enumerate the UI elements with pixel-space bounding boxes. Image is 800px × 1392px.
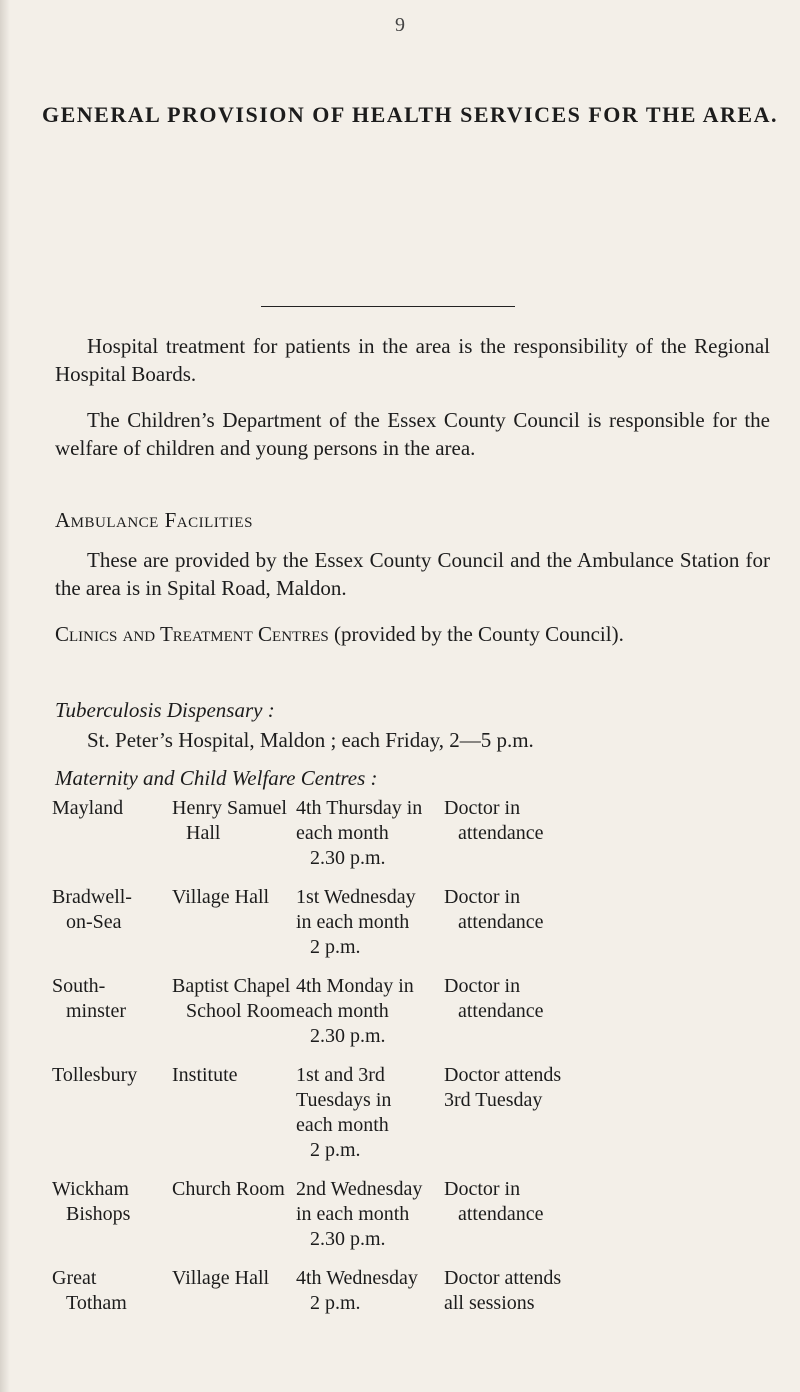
centre-schedule-line: Tuesdays in <box>296 1089 392 1111</box>
centre-place-line: Mayland <box>52 797 124 819</box>
centre-venue <box>172 796 296 885</box>
page-title: GENERAL PROVISION OF HEALTH SERVICES FOR THE AREA. <box>41 102 778 127</box>
centre-venue-line: School Room <box>186 1000 296 1022</box>
centre-schedule-line: each month <box>296 1000 389 1022</box>
maternity-heading: Maternity and Child Welfare Centres : <box>55 766 378 790</box>
centre-doctor-line: Doctor in <box>444 886 521 908</box>
centre-place-line: Bradwell- <box>52 886 132 908</box>
centre-doctor <box>436 885 594 974</box>
page-edge-shadow <box>0 0 10 1392</box>
centre-place <box>52 1177 172 1266</box>
centre-place <box>52 1063 172 1177</box>
centre-venue <box>172 885 296 974</box>
centre-place-line: on-Sea <box>66 911 122 933</box>
centre-doctor-line: Doctor attends <box>444 1267 562 1289</box>
centre-doctor <box>436 796 594 885</box>
centre-schedule-line: 2 p.m. <box>310 1292 361 1314</box>
clinics-paragraph <box>55 620 770 648</box>
centre-schedule-line: 1st and 3rd <box>296 1064 385 1086</box>
centre-place-line: South- <box>52 975 106 997</box>
centre-doctor-line: Doctor attends <box>444 1064 562 1086</box>
centre-doctor-line: attendance <box>458 822 544 844</box>
centre-doctor-line: Doctor in <box>444 1178 521 1200</box>
centre-doctor <box>436 1177 594 1266</box>
centre-place-line: Totham <box>66 1292 127 1314</box>
centre-schedule-line: 2.30 p.m. <box>310 847 386 869</box>
centre-venue-line: Baptist Chapel <box>172 975 291 997</box>
centre-place-line: minster <box>66 1000 126 1022</box>
centre-venue-line: Village Hall <box>172 886 270 908</box>
centre-schedule-line: 2 p.m. <box>310 1139 361 1161</box>
table-row <box>52 1063 594 1177</box>
table-row <box>52 885 594 974</box>
centre-doctor-line: attendance <box>458 911 544 933</box>
centre-doctor <box>436 974 594 1063</box>
clinics-suffix: (provided by the County Council). <box>328 622 624 646</box>
table-row <box>52 1177 594 1266</box>
tuberculosis-heading: Tuberculosis Dispensary : <box>55 698 275 722</box>
tuberculosis-details: St. Peter’s Hospital, Maldon ; each Friday, 2—5 p.m. <box>87 728 534 752</box>
centre-schedule <box>296 1063 436 1177</box>
centre-place <box>52 885 172 974</box>
divider-rule <box>261 306 515 307</box>
centre-schedule-line: 2.30 p.m. <box>310 1228 386 1250</box>
centre-schedule <box>296 1177 436 1266</box>
centres-table-body <box>52 796 594 1330</box>
centre-doctor-line: attendance <box>458 1000 544 1022</box>
table-row <box>52 1266 594 1330</box>
centre-doctor-line: Doctor in <box>444 975 521 997</box>
centre-venue <box>172 1063 296 1177</box>
centre-venue-line: Henry Samuel <box>172 797 287 819</box>
centre-place <box>52 1266 172 1330</box>
centre-schedule <box>296 1266 436 1330</box>
centre-schedule-line: 4th Thursday in <box>296 797 423 819</box>
centre-doctor-line: 3rd Tuesday <box>444 1089 543 1111</box>
centre-schedule-line: each month <box>296 822 389 844</box>
centre-schedule <box>296 885 436 974</box>
centre-place <box>52 796 172 885</box>
centre-schedule-line: in each month <box>296 1203 410 1225</box>
centre-venue-line: Church Room <box>172 1178 285 1200</box>
centre-venue <box>172 1177 296 1266</box>
centre-schedule <box>296 974 436 1063</box>
centre-venue-line: Hall <box>186 822 221 844</box>
centre-schedule <box>296 796 436 885</box>
childrens-department-paragraph: The Children’s Department of the Essex County Council is responsible for the welfare of children and young persons in the area. <box>55 408 770 460</box>
centre-doctor-line: attendance <box>458 1203 544 1225</box>
centres-table <box>52 796 594 1330</box>
centre-venue <box>172 974 296 1063</box>
centre-doctor-line: all sessions <box>444 1292 535 1314</box>
centre-place-line: Wickham <box>52 1178 129 1200</box>
ambulance-heading: Ambulance Facilities <box>55 508 253 532</box>
centre-venue <box>172 1266 296 1330</box>
clinics-heading: Clinics and Treatment Centres <box>55 622 329 646</box>
centre-doctor-line: Doctor in <box>444 797 521 819</box>
centre-venue-line: Village Hall <box>172 1267 270 1289</box>
ambulance-paragraph: These are provided by the Essex County Council and the Ambulance Station for the area is in Spital Road, Maldon. <box>55 548 770 600</box>
centre-schedule-line: 4th Wednesday <box>296 1267 418 1289</box>
centre-venue-line: Institute <box>172 1064 238 1086</box>
centre-place-line: Great <box>52 1267 97 1289</box>
centre-schedule-line: in each month <box>296 911 410 933</box>
page-number: 9 <box>395 14 405 36</box>
table-row <box>52 796 594 885</box>
centre-doctor <box>436 1266 594 1330</box>
centre-schedule-line: 4th Monday in <box>296 975 414 997</box>
centre-doctor <box>436 1063 594 1177</box>
table-row <box>52 974 594 1063</box>
centre-schedule-line: 2 p.m. <box>310 936 361 958</box>
centre-place <box>52 974 172 1063</box>
centre-schedule-line: each month <box>296 1114 389 1136</box>
centre-place-line: Bishops <box>66 1203 131 1225</box>
centre-place-line: Tollesbury <box>52 1064 138 1086</box>
centre-schedule-line: 2nd Wednesday <box>296 1178 423 1200</box>
centre-schedule-line: 1st Wednesday <box>296 886 416 908</box>
hospital-paragraph: Hospital treatment for patients in the area is the responsibility of the Regional Hospital Boards. <box>55 334 770 386</box>
centre-schedule-line: 2.30 p.m. <box>310 1025 386 1047</box>
